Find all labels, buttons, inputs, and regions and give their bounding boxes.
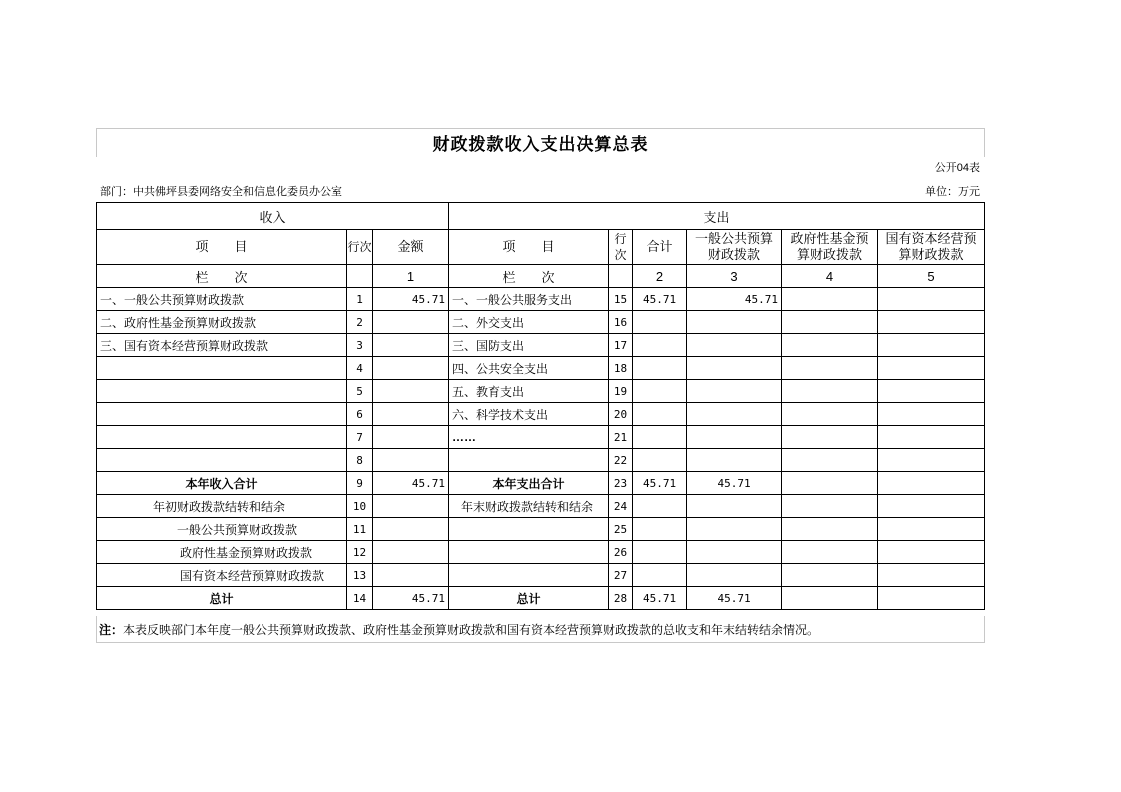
department-label: 部门：中共佛坪县委网络安全和信息化委员办公室 xyxy=(100,186,342,198)
table-code: 公开04表 xyxy=(934,162,980,174)
income-item-cell: 国有资本经营预算财政拨款 xyxy=(97,564,347,587)
gov-fund-cell xyxy=(782,426,878,449)
expense-total-cell xyxy=(633,380,687,403)
col-num-3: 3 xyxy=(687,265,782,288)
gov-fund-cell xyxy=(782,518,878,541)
gov-fund-cell xyxy=(782,334,878,357)
state-capital-cell xyxy=(878,518,985,541)
gov-fund-cell xyxy=(782,587,878,610)
expense-item-cell: 年末财政拨款结转和结余 xyxy=(449,495,609,518)
expense-item-cell: 二、外交支出 xyxy=(449,311,609,334)
gov-fund-cell xyxy=(782,357,878,380)
state-capital-cell xyxy=(878,357,985,380)
income-line-cell: 11 xyxy=(347,518,373,541)
income-line-cell: 14 xyxy=(347,587,373,610)
expense-total-header: 合计 xyxy=(633,230,687,265)
income-amount-cell: 45.71 xyxy=(373,472,449,495)
income-line-cell: 8 xyxy=(347,449,373,472)
income-line-cell: 6 xyxy=(347,403,373,426)
gov-fund-cell xyxy=(782,541,878,564)
expense-total-cell xyxy=(633,564,687,587)
income-item-cell xyxy=(97,380,347,403)
table-row xyxy=(97,403,985,426)
income-item-cell: 二、政府性基金预算财政拨款 xyxy=(97,311,347,334)
income-amount-cell xyxy=(373,495,449,518)
income-item-cell: 本年收入合计 xyxy=(97,472,347,495)
income-item-cell xyxy=(97,403,347,426)
expense-line-cell: 27 xyxy=(609,564,633,587)
expense-item-cell: 总计 xyxy=(449,587,609,610)
income-amount-cell xyxy=(373,334,449,357)
expense-line-cell: 17 xyxy=(609,334,633,357)
table-row xyxy=(97,564,985,587)
general-budget-cell xyxy=(687,541,782,564)
state-capital-cell xyxy=(878,288,985,311)
income-line-cell: 9 xyxy=(347,472,373,495)
col-num-5: 5 xyxy=(878,265,985,288)
income-amount-cell: 45.71 xyxy=(373,288,449,311)
expense-item-header: 项 目 xyxy=(449,230,609,265)
expense-line-cell: 20 xyxy=(609,403,633,426)
footnote xyxy=(96,616,985,643)
state-capital-cell xyxy=(878,495,985,518)
finance-table xyxy=(96,202,985,610)
expense-total-cell: 45.71 xyxy=(633,587,687,610)
income-amount-cell xyxy=(373,357,449,380)
income-line-cell: 5 xyxy=(347,380,373,403)
gov-fund-cell xyxy=(782,403,878,426)
expense-item-cell: 五、教育支出 xyxy=(449,380,609,403)
gov-fund-header: 政府性基金预算财政拨款 xyxy=(782,230,878,265)
expense-total-cell: 45.71 xyxy=(633,288,687,311)
income-item-cell xyxy=(97,426,347,449)
table-row xyxy=(97,426,985,449)
income-item-cell xyxy=(97,357,347,380)
footnote-label: 注： xyxy=(99,623,124,637)
income-line-cell: 4 xyxy=(347,357,373,380)
header-row-2 xyxy=(97,230,985,265)
income-item-cell xyxy=(97,449,347,472)
income-item-cell: 一般公共预算财政拨款 xyxy=(97,518,347,541)
general-budget-cell xyxy=(687,403,782,426)
expense-line-cell: 22 xyxy=(609,449,633,472)
income-amount-cell xyxy=(373,403,449,426)
state-capital-header: 国有资本经营预算财政拨款 xyxy=(878,230,985,265)
expense-total-cell xyxy=(633,311,687,334)
expense-total-cell xyxy=(633,518,687,541)
general-budget-cell xyxy=(687,380,782,403)
state-capital-cell xyxy=(878,403,985,426)
state-capital-cell xyxy=(878,541,985,564)
column-number-row xyxy=(97,265,985,288)
income-amount-header: 金额 xyxy=(373,230,449,265)
expense-total-cell xyxy=(633,541,687,564)
expense-item-cell: 本年支出合计 xyxy=(449,472,609,495)
general-budget-cell: 45.71 xyxy=(687,587,782,610)
gov-fund-cell xyxy=(782,449,878,472)
income-line-cell: 3 xyxy=(347,334,373,357)
income-line-cell: 13 xyxy=(347,564,373,587)
expense-line-cell: 16 xyxy=(609,311,633,334)
unit-label: 单位：万元 xyxy=(925,186,980,198)
expense-line-cell: 23 xyxy=(609,472,633,495)
expense-column-label: 栏 次 xyxy=(449,265,609,288)
expense-item-cell xyxy=(449,518,609,541)
table-row xyxy=(97,288,985,311)
state-capital-cell xyxy=(878,587,985,610)
expense-item-cell: …… xyxy=(449,426,609,449)
income-column-label: 栏 次 xyxy=(97,265,347,288)
expense-total-cell xyxy=(633,449,687,472)
income-amount-cell xyxy=(373,541,449,564)
expense-total-cell xyxy=(633,357,687,380)
income-line-header: 行次 xyxy=(347,230,373,265)
report-title: 财政拨款收入支出决算总表 xyxy=(96,128,985,157)
gov-fund-cell xyxy=(782,288,878,311)
state-capital-cell xyxy=(878,334,985,357)
col-num-4: 4 xyxy=(782,265,878,288)
state-capital-cell xyxy=(878,380,985,403)
expense-line-cell: 28 xyxy=(609,587,633,610)
expense-total-cell: 45.71 xyxy=(633,472,687,495)
expense-item-cell: 六、科学技术支出 xyxy=(449,403,609,426)
income-line-cell: 7 xyxy=(347,426,373,449)
footnote-text: 本表反映部门本年度一般公共预算财政拨款、政府性基金预算财政拨款和国有资本经营预算财政拨款的总收支和年末结转结余情况。 xyxy=(123,623,820,637)
income-item-cell: 一、一般公共预算财政拨款 xyxy=(97,288,347,311)
income-item-header: 项 目 xyxy=(97,230,347,265)
income-amount-cell xyxy=(373,518,449,541)
expense-line-cell: 15 xyxy=(609,288,633,311)
expense-total-cell xyxy=(633,495,687,518)
table-row xyxy=(97,380,985,403)
expense-item-cell xyxy=(449,541,609,564)
expense-line-cell: 26 xyxy=(609,541,633,564)
table-row xyxy=(97,449,985,472)
general-budget-cell: 45.71 xyxy=(687,288,782,311)
expense-item-cell xyxy=(449,564,609,587)
general-budget-cell: 45.71 xyxy=(687,472,782,495)
expense-item-cell: 一、一般公共服务支出 xyxy=(449,288,609,311)
income-amount-cell xyxy=(373,380,449,403)
general-budget-cell xyxy=(687,311,782,334)
expense-header: 支出 xyxy=(449,203,985,230)
income-amount-cell: 45.71 xyxy=(373,587,449,610)
col-num-1: 1 xyxy=(373,265,449,288)
income-item-cell: 政府性基金预算财政拨款 xyxy=(97,541,347,564)
state-capital-cell xyxy=(878,311,985,334)
expense-line-cell: 18 xyxy=(609,357,633,380)
state-capital-cell xyxy=(878,426,985,449)
expense-line-cell: 25 xyxy=(609,518,633,541)
table-row xyxy=(97,495,985,518)
expense-line-cell: 24 xyxy=(609,495,633,518)
table-row xyxy=(97,311,985,334)
general-budget-cell xyxy=(687,334,782,357)
expense-total-cell xyxy=(633,334,687,357)
gov-fund-cell xyxy=(782,564,878,587)
table-row xyxy=(97,334,985,357)
general-budget-cell xyxy=(687,357,782,380)
income-line-cell: 2 xyxy=(347,311,373,334)
general-budget-cell xyxy=(687,518,782,541)
expense-total-cell xyxy=(633,426,687,449)
income-item-cell: 三、国有资本经营预算财政拨款 xyxy=(97,334,347,357)
general-budget-cell xyxy=(687,449,782,472)
expense-item-cell xyxy=(449,449,609,472)
gov-fund-cell xyxy=(782,472,878,495)
income-line-cell: 1 xyxy=(347,288,373,311)
expense-item-cell: 四、公共安全支出 xyxy=(449,357,609,380)
table-row xyxy=(97,587,985,610)
expense-total-cell xyxy=(633,403,687,426)
income-item-cell: 年初财政拨款结转和结余 xyxy=(97,495,347,518)
report-sheet xyxy=(96,128,984,644)
expense-line-header: 行次 xyxy=(609,230,633,265)
table-row xyxy=(97,518,985,541)
general-budget-header: 一般公共预算财政拨款 xyxy=(687,230,782,265)
general-budget-cell xyxy=(687,495,782,518)
state-capital-cell xyxy=(878,472,985,495)
expense-item-cell: 三、国防支出 xyxy=(449,334,609,357)
income-amount-cell xyxy=(373,449,449,472)
income-amount-cell xyxy=(373,311,449,334)
state-capital-cell xyxy=(878,449,985,472)
gov-fund-cell xyxy=(782,311,878,334)
general-budget-cell xyxy=(687,564,782,587)
state-capital-cell xyxy=(878,564,985,587)
income-line-cell: 12 xyxy=(347,541,373,564)
income-line-cell: 10 xyxy=(347,495,373,518)
table-row xyxy=(97,472,985,495)
col-num-2: 2 xyxy=(633,265,687,288)
income-header: 收入 xyxy=(97,203,449,230)
expense-line-cell: 21 xyxy=(609,426,633,449)
income-amount-cell xyxy=(373,426,449,449)
general-budget-cell xyxy=(687,426,782,449)
table-row xyxy=(97,357,985,380)
header-row-1 xyxy=(97,203,985,230)
income-item-cell: 总计 xyxy=(97,587,347,610)
gov-fund-cell xyxy=(782,380,878,403)
table-row xyxy=(97,541,985,564)
income-amount-cell xyxy=(373,564,449,587)
expense-line-cell: 19 xyxy=(609,380,633,403)
gov-fund-cell xyxy=(782,495,878,518)
